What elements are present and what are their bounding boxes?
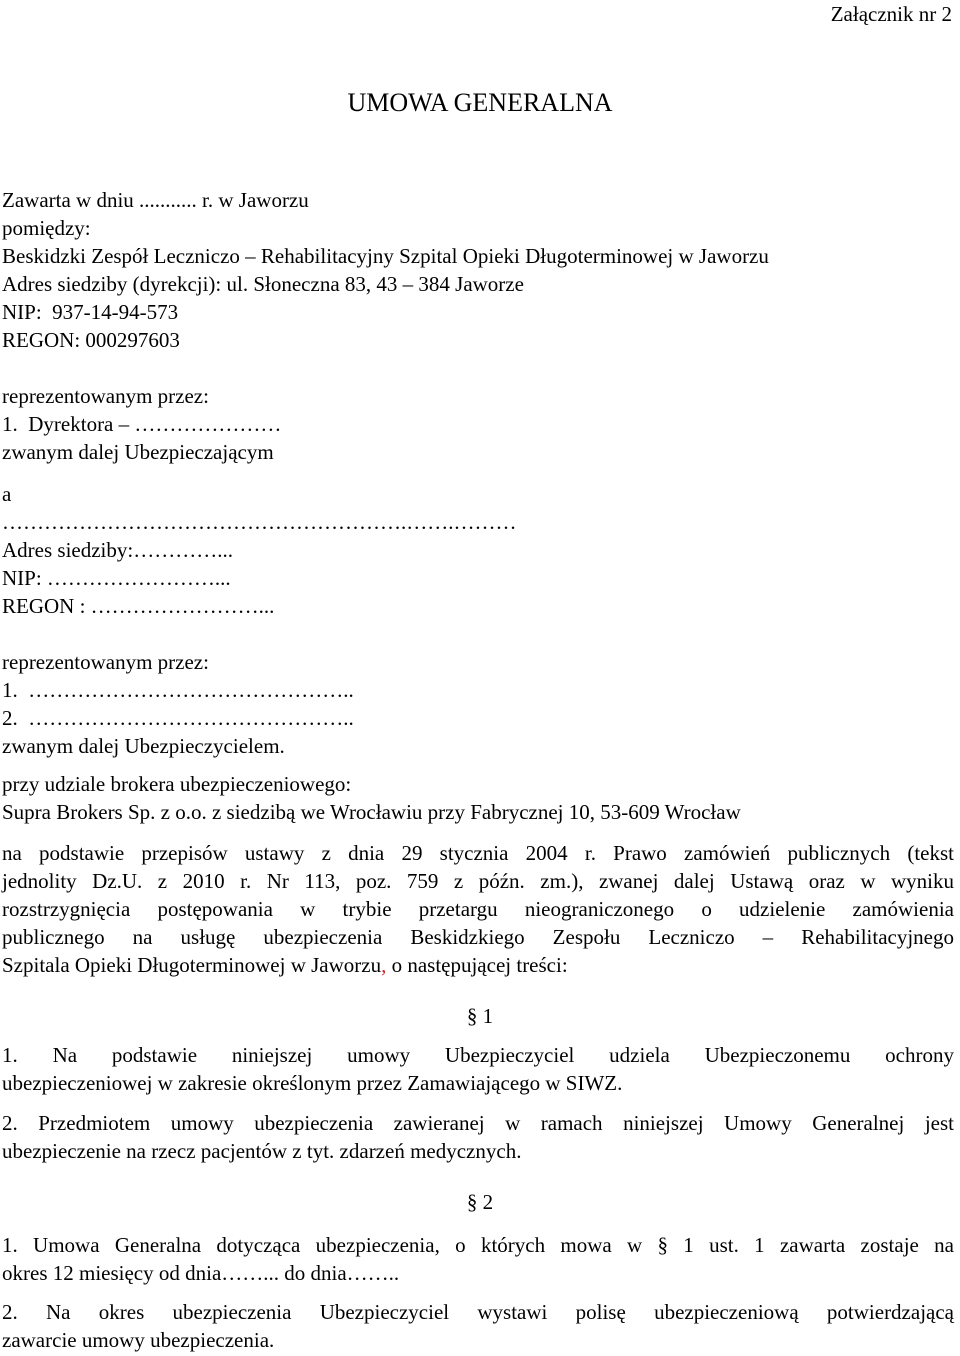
called-insurer-line: zwanym dalej Ubezpieczycielem. — [2, 734, 285, 758]
preamble-text: o następującej treści: — [386, 953, 568, 977]
paragraph-row: 1. Umowa Generalna dotycząca ubezpieczenia, o których mowa w § 1 ust. 1 zawarta zostaje na — [2, 1233, 954, 1257]
section-2-paragraph-1 — [2, 1231, 954, 1287]
director-line: 1. Dyrektora – ………………… — [2, 412, 282, 436]
section-1-paragraph-1 — [2, 1041, 954, 1097]
insurer2-address: Adres siedziby:…………... — [2, 538, 233, 562]
section-1-paragraph-2 — [2, 1109, 954, 1165]
preamble-row: jednolity Dz.U. z 2010 r. Nr 113, poz. 759 z późn. zm.), zwanej dalej Ustawą oraz w wyniku — [2, 869, 954, 893]
concluded-line: Zawarta w dniu ........... r. w Jaworzu — [2, 188, 309, 212]
section-2-heading: § 2 — [466, 1190, 494, 1214]
insurer-nip: NIP: 937-14-94-573 — [2, 300, 179, 324]
called-insured-line: zwanym dalej Ubezpieczającym — [2, 440, 274, 464]
paragraph-row: ubezpieczeniowej w zakresie określonym przez Zamawiającego w SIWZ. — [2, 1071, 623, 1095]
insurer2-name-placeholder: ………………………………………………….…….……… — [2, 510, 517, 534]
red-comma: , — [381, 953, 387, 977]
represented-label-1: reprezentowanym przez: — [2, 384, 209, 408]
representative-2: 2. ……………………………………….. — [2, 706, 354, 730]
paragraph-row: 2. Przedmiotem umowy ubezpieczenia zawieranej w ramach niniejszej Umowy Generalnej jest — [2, 1111, 954, 1135]
represented-label-2: reprezentowanym przez: — [2, 650, 209, 674]
between-line: pomiędzy: — [2, 216, 91, 240]
preamble-paragraph — [2, 839, 954, 979]
paragraph-row: zawarcie umowy ubezpieczenia. — [2, 1328, 275, 1352]
insurer2-nip: NIP: ……………………... — [2, 566, 231, 590]
attachment-label: Załącznik nr 2 — [830, 2, 952, 26]
insurer-regon: REGON: 000297603 — [2, 328, 180, 352]
representative-1: 1. ……………………………………….. — [2, 678, 354, 702]
broker-line: Supra Brokers Sp. z o.o. z siedzibą we Wrocławiu przy Fabrycznej 10, 53-609 Wrocław — [2, 800, 741, 824]
paragraph-row: ubezpieczenie na rzecz pacjentów z tyt. zdarzeń medycznych. — [2, 1139, 522, 1163]
preamble-row: na podstawie przepisów ustawy z dnia 29 stycznia 2004 r. Prawo zamówień publicznych (tekst — [2, 841, 954, 865]
preamble-text: Szpitala Opieki Długoterminowej w Jaworzu — [2, 953, 382, 977]
paragraph-row: okres 12 miesięcy od dnia……... do dnia…….. — [2, 1261, 400, 1285]
insurer2-regon: REGON : ……………………... — [2, 594, 275, 618]
insurer-name: Beskidzki Zespół Leczniczo – Rehabilitacyjny Szpital Opieki Długoterminowej w Jaworzu — [2, 244, 769, 268]
preamble-row: rozstrzygnięcia postępowania w trybie przetargu nieograniczonego o udzielenie zamówienia — [2, 897, 954, 921]
broker-intro: przy udziale brokera ubezpieczeniowego: — [2, 772, 352, 796]
paragraph-row: 2. Na okres ubezpieczenia Ubezpieczyciel wystawi polisę ubezpieczeniową potwierdzającą — [2, 1300, 954, 1324]
insurer-address: Adres siedziby (dyrekcji): ul. Słoneczna 83, 43 – 384 Jaworze — [2, 272, 524, 296]
section-2-paragraph-2 — [2, 1298, 954, 1354]
preamble-row — [2, 951, 954, 979]
paragraph-row: 1. Na podstawie niniejszej umowy Ubezpieczyciel udziela Ubezpieczonemu ochrony — [2, 1043, 954, 1067]
preamble-row: publicznego na usługę ubezpieczenia Beskidzkiego Zespołu Leczniczo – Rehabilitacyjnego — [2, 925, 954, 949]
section-1-heading: § 1 — [466, 1004, 494, 1028]
and-line: a — [2, 482, 12, 506]
document-title: UMOWA GENERALNA — [347, 88, 613, 117]
